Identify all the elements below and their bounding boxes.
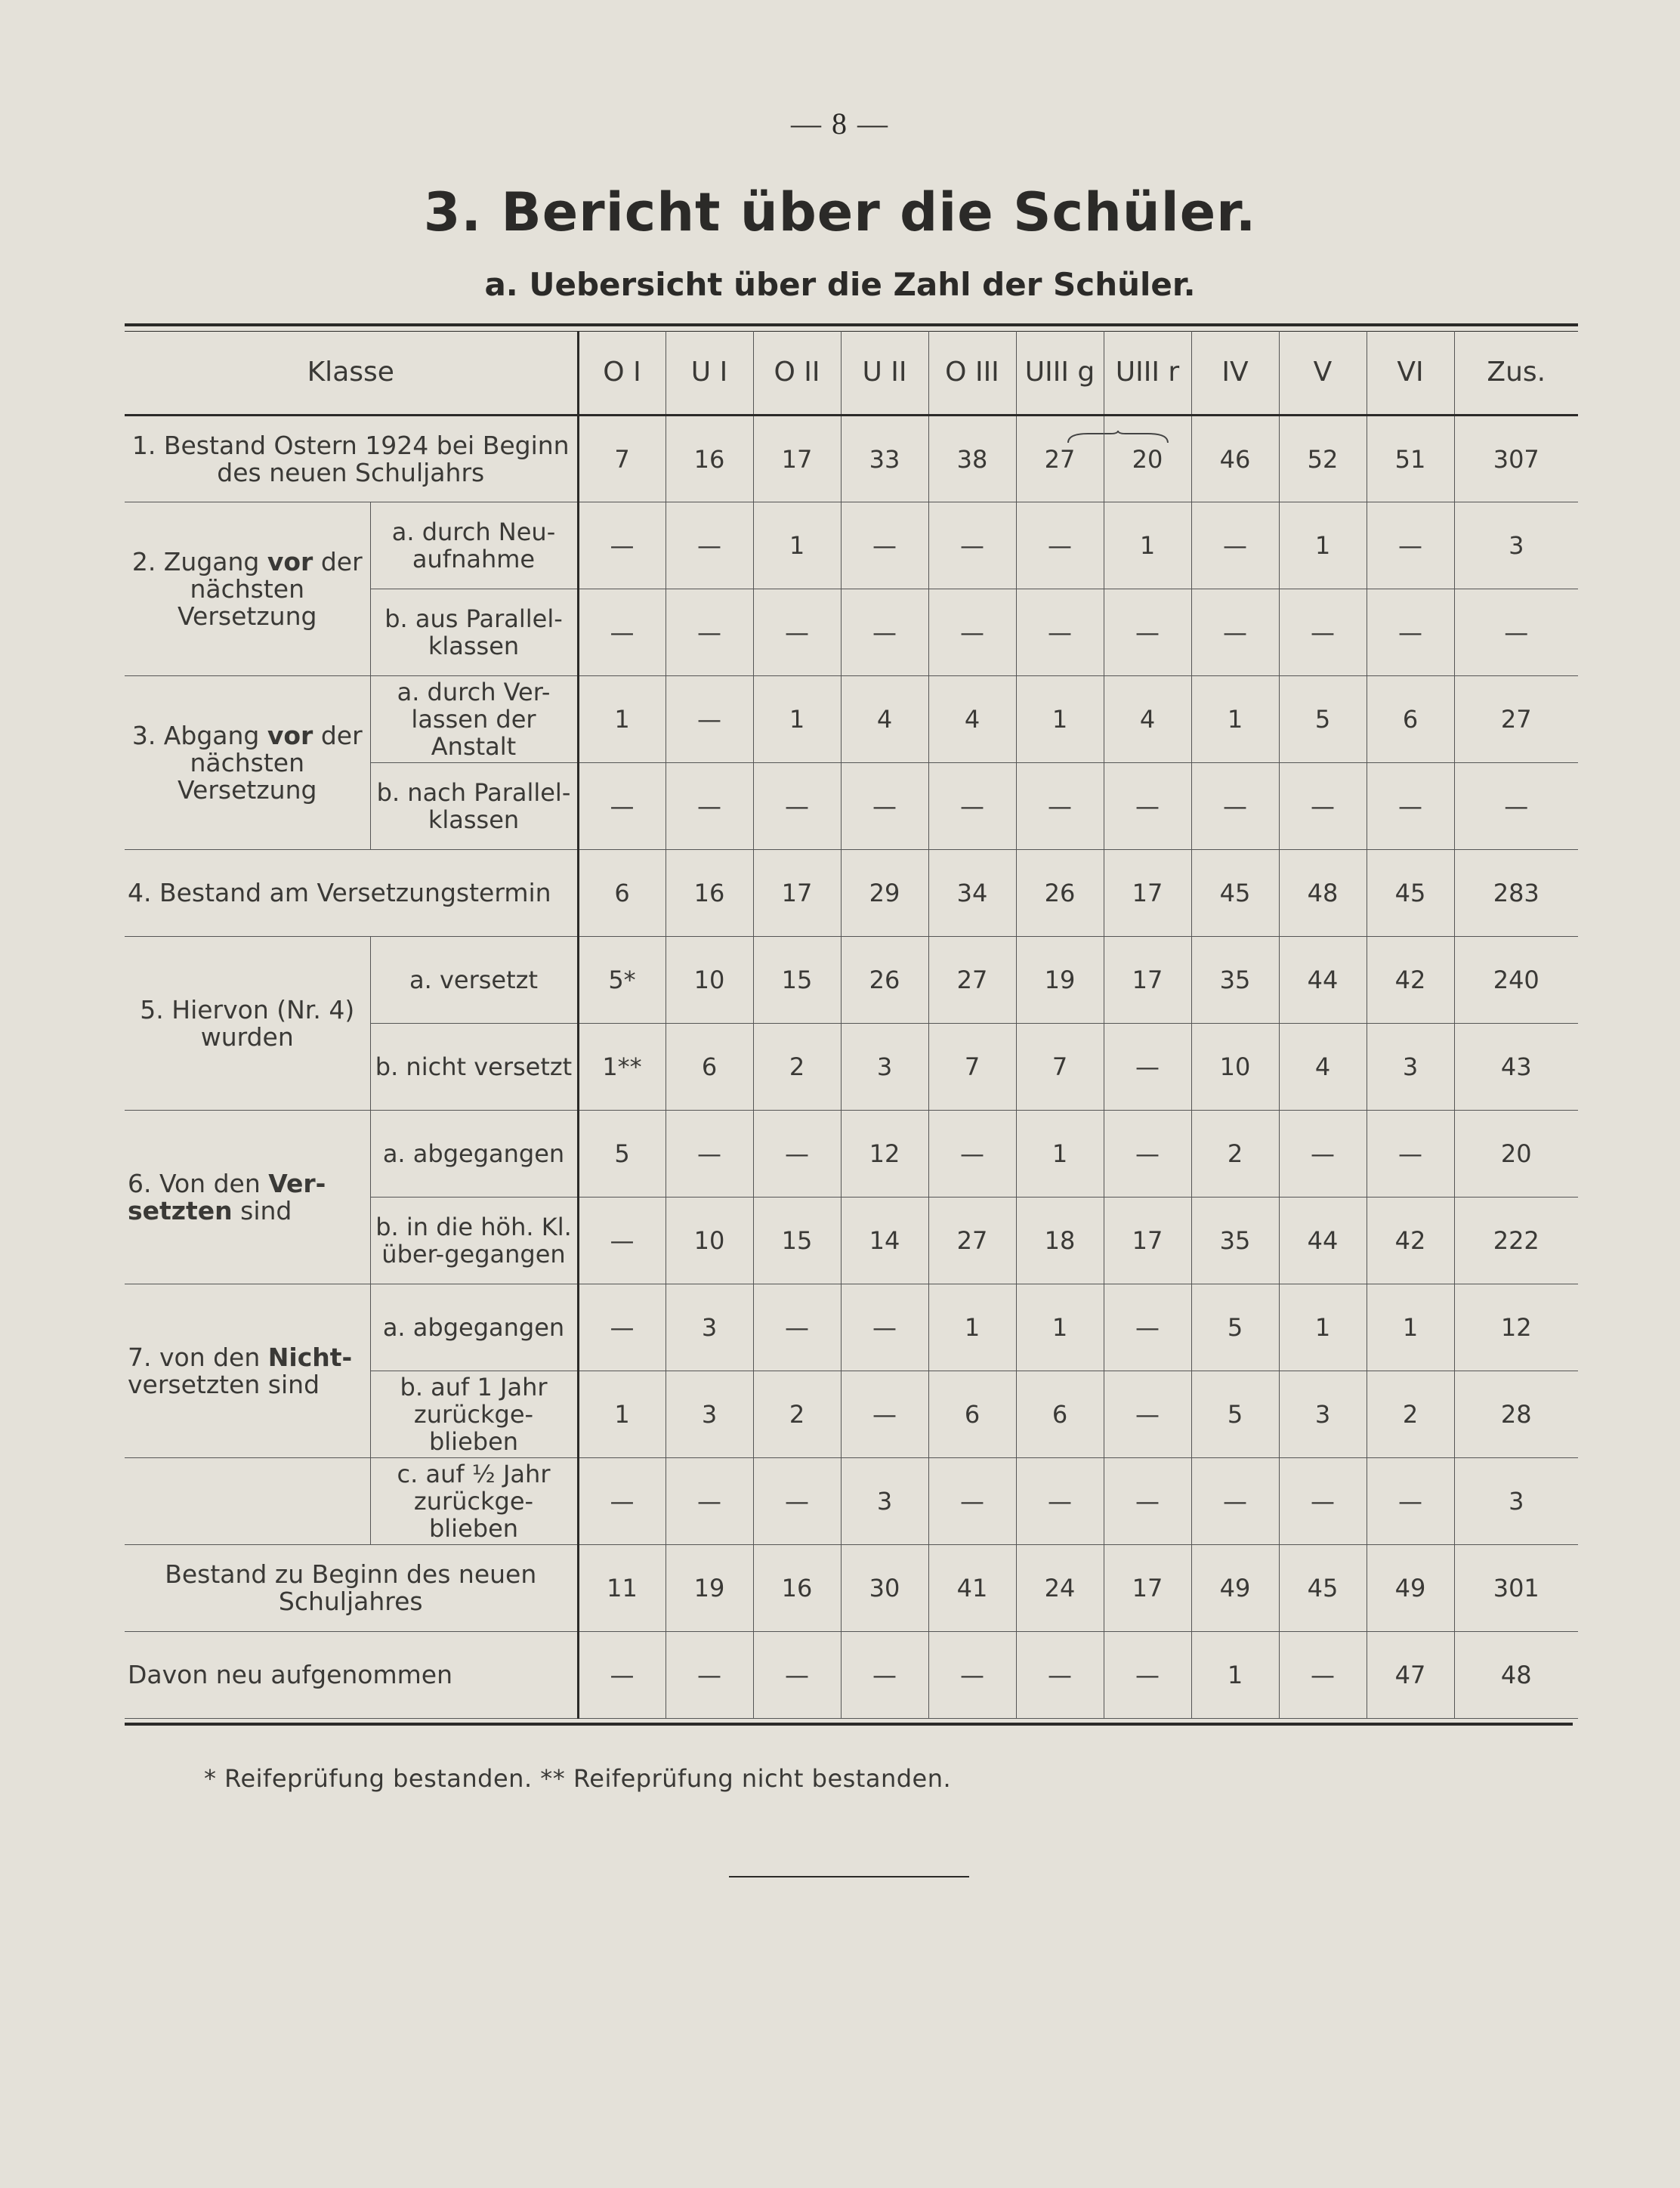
table-cell: 222 <box>1454 1198 1578 1284</box>
table-cell: — <box>1104 1371 1191 1458</box>
table-cell: 3 <box>1454 1458 1578 1545</box>
table-cell: 42 <box>1367 937 1454 1024</box>
row-label: 6. Von den Ver- setzten sind <box>125 1111 370 1284</box>
table-cell: 35 <box>1191 1198 1279 1284</box>
table-row <box>125 937 1578 1024</box>
table-cell: 26 <box>1016 850 1104 937</box>
table-cell: 307 <box>1454 416 1578 502</box>
row-sublabel: b. aus Parallel-klassen <box>370 589 578 676</box>
row-label: 7. von den Nicht- versetzten sind <box>125 1284 370 1458</box>
table-cell: 240 <box>1454 937 1578 1024</box>
row-sublabel: c. auf ½ Jahr zurückge-blieben <box>370 1458 578 1545</box>
footnote: * Reifeprüfung bestanden. ** Reifeprüfung nicht bestanden. <box>204 1764 952 1793</box>
table-cell: 1** <box>578 1024 666 1111</box>
table-cell: — <box>1367 1458 1454 1545</box>
table-cell: — <box>1104 1632 1191 1719</box>
col-header: O III <box>928 331 1016 416</box>
table-cell: 2 <box>753 1024 841 1111</box>
table-cell: — <box>1016 589 1104 676</box>
table-cell: 3 <box>841 1024 928 1111</box>
table-cell: 15 <box>753 1198 841 1284</box>
table-cell: 301 <box>1454 1545 1578 1632</box>
table-row <box>125 1284 1578 1371</box>
table-cell: — <box>1367 763 1454 850</box>
table-cell: — <box>1104 1111 1191 1198</box>
table-cell: 38 <box>928 416 1016 502</box>
table-cell: 29 <box>841 850 928 937</box>
table-cell: — <box>753 1632 841 1719</box>
section-subtitle: a. Uebersicht über die Zahl der Schüler. <box>484 266 1196 303</box>
table-cell: — <box>753 1111 841 1198</box>
table-cell: 2 <box>1191 1111 1279 1198</box>
table-cell: — <box>753 1284 841 1371</box>
table-cell: 3 <box>1454 502 1578 589</box>
table-cell: 19 <box>666 1545 753 1632</box>
table-cell: — <box>1279 1111 1367 1198</box>
table-cell: — <box>578 502 666 589</box>
row-label: 5. Hiervon (Nr. 4) wurden <box>125 937 370 1111</box>
table-cell: 2 <box>753 1371 841 1458</box>
row-label: Bestand zu Beginn des neuen Schuljahres <box>125 1545 578 1632</box>
table-cell: — <box>841 1632 928 1719</box>
table-cell: 47 <box>1367 1632 1454 1719</box>
table-row <box>125 1545 1578 1632</box>
row-sublabel: a. abgegangen <box>370 1284 578 1371</box>
student-count-table <box>125 331 1578 1719</box>
table-cell: — <box>578 1284 666 1371</box>
table-cell: 17 <box>1104 937 1191 1024</box>
table-cell: 5 <box>578 1111 666 1198</box>
table-cell: 7 <box>1016 1024 1104 1111</box>
table-cell: 12 <box>841 1111 928 1198</box>
table-cell: 44 <box>1279 1198 1367 1284</box>
table-cell: — <box>1191 1458 1279 1545</box>
table-cell: — <box>753 1458 841 1545</box>
table-cell: 28 <box>1454 1371 1578 1458</box>
row-label-empty <box>125 1458 370 1545</box>
table-cell: — <box>1191 763 1279 850</box>
table-cell: — <box>1016 1632 1104 1719</box>
table-cell: — <box>1016 763 1104 850</box>
table-cell: — <box>841 1371 928 1458</box>
table-cell: 4 <box>841 676 928 763</box>
table-cell: — <box>578 1198 666 1284</box>
table-cell: 2 <box>1367 1371 1454 1458</box>
table-cell: 1 <box>928 1284 1016 1371</box>
table-cell: 1 <box>578 676 666 763</box>
table-cell: 1 <box>578 1371 666 1458</box>
table-cell: 3 <box>666 1284 753 1371</box>
table-row <box>125 850 1578 937</box>
table-cell: — <box>1191 589 1279 676</box>
table-cell: — <box>666 589 753 676</box>
table-cell: 283 <box>1454 850 1578 937</box>
table-cell: 12 <box>1454 1284 1578 1371</box>
table-cell: — <box>1104 1284 1191 1371</box>
table-cell: 1 <box>1016 1284 1104 1371</box>
table-cell: — <box>666 1458 753 1545</box>
table-cell: 24 <box>1016 1545 1104 1632</box>
row-sublabel: b. nicht versetzt <box>370 1024 578 1111</box>
table-cell: 3 <box>841 1458 928 1545</box>
row-label: Davon neu aufgenommen <box>125 1632 578 1719</box>
table-cell: 46 <box>1191 416 1279 502</box>
table-cell: 1 <box>1279 1284 1367 1371</box>
table-cell: — <box>666 502 753 589</box>
page-title: 3. Bericht über die Schüler. <box>423 181 1257 243</box>
col-header: Zus. <box>1454 331 1578 416</box>
table-cell: 16 <box>666 416 753 502</box>
row-sublabel: b. auf 1 Jahr zurückge-blieben <box>370 1371 578 1458</box>
table-cell: — <box>1454 589 1578 676</box>
table-cell: 5 <box>1191 1371 1279 1458</box>
table-cell: — <box>928 502 1016 589</box>
table-cell: — <box>841 589 928 676</box>
col-header: UIII r <box>1104 331 1191 416</box>
table-cell: 45 <box>1367 850 1454 937</box>
table-cell: 10 <box>666 1198 753 1284</box>
table-row <box>125 1632 1578 1719</box>
table-cell: — <box>1279 763 1367 850</box>
table-cell: — <box>928 763 1016 850</box>
table-cell: 34 <box>928 850 1016 937</box>
table-cell: — <box>1367 502 1454 589</box>
table-cell: 35 <box>1191 937 1279 1024</box>
table-cell: 6 <box>1016 1371 1104 1458</box>
end-rule <box>729 1876 969 1877</box>
table-cell: 1 <box>1191 1632 1279 1719</box>
table-cell: 49 <box>1191 1545 1279 1632</box>
page-number: — 8 — <box>791 107 889 141</box>
table-cell: — <box>578 1632 666 1719</box>
table-cell: 48 <box>1454 1632 1578 1719</box>
table-cell: 7 <box>928 1024 1016 1111</box>
table-cell: 30 <box>841 1545 928 1632</box>
row-label: 3. Abgang vor der nächsten Versetzung <box>125 676 370 850</box>
table-cell: 4 <box>1279 1024 1367 1111</box>
table-cell: 1 <box>1279 502 1367 589</box>
table-cell: 14 <box>841 1198 928 1284</box>
table-cell: 10 <box>1191 1024 1279 1111</box>
row-sublabel: b. nach Parallel-klassen <box>370 763 578 850</box>
table-cell: 16 <box>666 850 753 937</box>
table-cell: 17 <box>1104 850 1191 937</box>
table-cell: 45 <box>1279 1545 1367 1632</box>
row-label: 1. Bestand Ostern 1924 bei Beginn des neuen Schuljahrs <box>125 416 578 502</box>
table-cell: 17 <box>1104 1545 1191 1632</box>
table-cell: 1 <box>1016 1111 1104 1198</box>
table-cell: 33 <box>841 416 928 502</box>
table-row <box>125 502 1578 589</box>
table-cell: — <box>1279 589 1367 676</box>
row-sublabel: a. durch Ver-lassen der Anstalt <box>370 676 578 763</box>
col-header: O II <box>753 331 841 416</box>
table-cell: 52 <box>1279 416 1367 502</box>
table-cell: 1 <box>1191 676 1279 763</box>
table-cell: 17 <box>753 416 841 502</box>
table-row <box>125 676 1578 763</box>
table-cell: 20 <box>1104 416 1191 502</box>
table-cell: 6 <box>666 1024 753 1111</box>
table-cell: — <box>1016 1458 1104 1545</box>
table-cell: — <box>1104 1458 1191 1545</box>
table-cell: 15 <box>753 937 841 1024</box>
table-cell: 6 <box>1367 676 1454 763</box>
table-cell: — <box>666 676 753 763</box>
header-klasse: Klasse <box>125 331 578 416</box>
table-cell: 18 <box>1016 1198 1104 1284</box>
table-cell: 16 <box>753 1545 841 1632</box>
table-cell: 3 <box>1279 1371 1367 1458</box>
col-header: O I <box>578 331 666 416</box>
table-cell: 11 <box>578 1545 666 1632</box>
table-cell: — <box>666 1111 753 1198</box>
table-cell: — <box>1016 502 1104 589</box>
table-cell: — <box>928 1111 1016 1198</box>
col-header: IV <box>1191 331 1279 416</box>
table-cell: 1 <box>1367 1284 1454 1371</box>
table-row <box>125 1111 1578 1198</box>
table-row <box>125 1458 1578 1545</box>
table-cell: 27 <box>1454 676 1578 763</box>
table-cell: — <box>1367 589 1454 676</box>
table-cell: 42 <box>1367 1198 1454 1284</box>
header-row <box>125 331 1578 416</box>
table-cell: — <box>666 1632 753 1719</box>
row-sublabel: a. abgegangen <box>370 1111 578 1198</box>
table-cell: 5* <box>578 937 666 1024</box>
table-cell: 45 <box>1191 850 1279 937</box>
table-cell: — <box>1279 1458 1367 1545</box>
table-cell: 51 <box>1367 416 1454 502</box>
table-cell: — <box>928 1458 1016 1545</box>
table-cell: 26 <box>841 937 928 1024</box>
table-cell: 6 <box>578 850 666 937</box>
table-cell: — <box>928 1632 1016 1719</box>
table-cell: — <box>928 589 1016 676</box>
table-cell: 7 <box>578 416 666 502</box>
table-cell: 17 <box>1104 1198 1191 1284</box>
row-label: 2. Zugang vor der nächsten Versetzung <box>125 502 370 676</box>
table-cell: 44 <box>1279 937 1367 1024</box>
col-header: VI <box>1367 331 1454 416</box>
table-cell: — <box>841 763 928 850</box>
bottom-rule <box>125 1723 1573 1726</box>
table-cell: 27 <box>1016 416 1104 502</box>
table-cell: 20 <box>1454 1111 1578 1198</box>
table-cell: — <box>1191 502 1279 589</box>
row-sublabel: a. versetzt <box>370 937 578 1024</box>
top-rule <box>125 323 1578 326</box>
col-header: U II <box>841 331 928 416</box>
table-cell: — <box>578 763 666 850</box>
table-cell: 17 <box>753 850 841 937</box>
col-header: V <box>1279 331 1367 416</box>
table-row <box>125 416 1578 502</box>
table-cell: 1 <box>1016 676 1104 763</box>
table-cell: 5 <box>1279 676 1367 763</box>
table-cell: — <box>578 1458 666 1545</box>
table-cell: — <box>666 763 753 850</box>
table-cell: — <box>1454 763 1578 850</box>
col-header: UIII g <box>1016 331 1104 416</box>
table-cell: 41 <box>928 1545 1016 1632</box>
table-cell: — <box>1104 763 1191 850</box>
table-cell: 5 <box>1191 1284 1279 1371</box>
table-cell: — <box>1367 1111 1454 1198</box>
table-cell: 1 <box>753 502 841 589</box>
table-cell: 48 <box>1279 850 1367 937</box>
table-cell: — <box>578 589 666 676</box>
table-cell: 43 <box>1454 1024 1578 1111</box>
table-cell: 27 <box>928 937 1016 1024</box>
table-cell: 49 <box>1367 1545 1454 1632</box>
table-cell: 3 <box>1367 1024 1454 1111</box>
table-cell: — <box>753 763 841 850</box>
table-cell: 27 <box>928 1198 1016 1284</box>
table-cell: 10 <box>666 937 753 1024</box>
table-cell: 4 <box>928 676 1016 763</box>
table-cell: 6 <box>928 1371 1016 1458</box>
row-sublabel: a. durch Neu-aufnahme <box>370 502 578 589</box>
table-cell: — <box>1104 1024 1191 1111</box>
table-cell: — <box>1104 589 1191 676</box>
table-cell: — <box>841 1284 928 1371</box>
col-header: U I <box>666 331 753 416</box>
table-cell: — <box>753 589 841 676</box>
table-cell: 1 <box>1104 502 1191 589</box>
table-cell: 1 <box>753 676 841 763</box>
table-cell: 19 <box>1016 937 1104 1024</box>
table-cell: 3 <box>666 1371 753 1458</box>
table-cell: — <box>1279 1632 1367 1719</box>
row-sublabel: b. in die höh. Kl. über-gegangen <box>370 1198 578 1284</box>
row-label: 4. Bestand am Versetzungstermin <box>125 850 578 937</box>
table-cell: — <box>841 502 928 589</box>
table-cell: 4 <box>1104 676 1191 763</box>
